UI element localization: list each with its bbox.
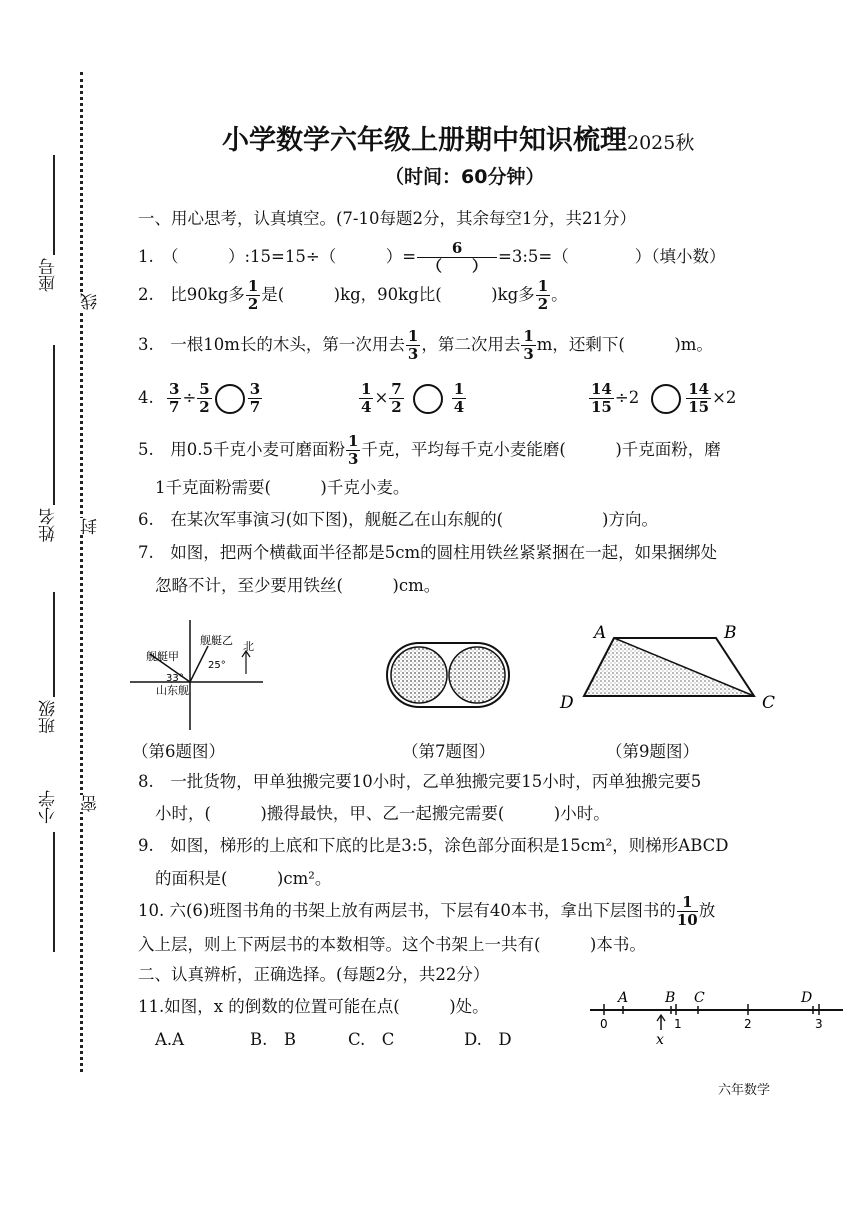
q3-part-b: ，第二次用去 [421,335,521,354]
seat-line [53,155,55,255]
question-7-line-2: 忽略不计，至少要用铁丝( )cm。 [155,576,441,595]
q3-fd: 3 [407,345,419,363]
fig9-vertex-a: A [594,623,607,643]
figure-6-caption: （第6题图） [132,742,225,761]
label-tick-1: 1 [674,1017,682,1031]
compare-circle-1[interactable] [215,384,245,414]
binding-glyph-secret: 密 [78,795,103,812]
q4e1-n3: 3 [249,380,261,398]
fig9-vertex-b: B [724,623,737,643]
label-tick-3: 3 [815,1017,823,1031]
figure-6-direction-diagram [128,618,268,733]
label-point-b: B [665,990,676,1006]
q3-fd2: 3 [523,345,534,363]
q11-option-d[interactable]: D. D [464,1030,512,1049]
label-x: x [656,1032,664,1048]
q5-part-a: 5. 用0.5千克小麦可磨面粉 [138,440,345,459]
q4e2-d3: 4 [453,398,465,416]
q4e2-f2 [389,382,403,415]
q5-fd: 3 [347,450,359,468]
q4e3-end: ×2 [712,388,737,407]
time-limit: （时间：60分钟） [385,166,545,188]
label-point-d: D [801,990,813,1006]
q1-part-a: 1. （ ）:15=15÷（ ）= [138,247,417,266]
q1-fraction [417,241,497,274]
q4e1-d2: 2 [199,398,210,416]
q4e2-op: × [374,388,389,407]
q4e2-f3 [452,382,466,415]
fig9-vertex-c: C [762,693,776,713]
section-1-heading: 一、用心思考，认真填空。(7-10每题2分，其余每空1分，共21分） [138,209,636,228]
q2-fd: 2 [247,295,259,313]
q4e2-f1 [359,382,373,415]
name-label: 姓名 [39,508,59,542]
q4e3-mid: ÷2 [614,388,640,407]
fig6-angle-1: 33° [166,673,184,684]
q2-fn: 1 [247,277,259,295]
question-2 [138,273,568,317]
question-5-line-1 [138,428,721,472]
q4e1-f1 [167,382,181,415]
q3-fn2: 1 [523,327,534,345]
compare-circle-2[interactable] [413,384,443,414]
class-label: 班级 [39,700,59,734]
q4e1-f3 [248,382,262,415]
q4e3-f1 [589,382,614,415]
question-4-number: 4. [138,388,154,407]
question-11: 11.如图，x 的倒数的位置可能在点( )处。 [138,997,489,1016]
question-1 [138,236,726,278]
question-6: 6. 在某次军事演习(如下图)，舰艇乙在山东舰的( )方向。 [138,510,658,529]
question-5-line-2: 1千克面粉需要( )千克小麦。 [155,478,410,497]
q2-part-a: 2. 比90kg多 [138,285,245,304]
question-10-line-1 [138,888,715,934]
fig6-label-yi: 舰艇乙 [200,634,233,647]
fig9-vertex-d: D [560,693,574,713]
compare-circle-3[interactable] [651,384,681,414]
figure-9-trapezoid [556,620,786,715]
q4e2-n3: 1 [453,380,465,398]
fig6-label-jia: 舰艇甲 [146,650,179,663]
label-point-c: C [694,990,705,1006]
q11-option-a[interactable]: A.A [155,1030,185,1049]
q4e2-d2: 2 [391,398,402,416]
q1-den: （ ） [427,257,488,275]
question-4-expr-2 [358,375,467,421]
q4e2-n2: 7 [391,380,402,398]
q4e2-n1: 1 [361,380,372,398]
seat-label: 座号 [39,258,59,292]
q2-fd2: 2 [537,295,549,313]
label-point-a: A [618,990,629,1006]
q3-fraction-2 [521,329,535,362]
term-text: 2025秋 [627,132,695,154]
fig6-ray-yi [190,646,208,682]
q4e3-d1: 15 [591,398,612,416]
school-label: 小学 [39,790,59,824]
fig7-circle-right [449,647,505,703]
q5-fraction [346,434,360,467]
q11-number-line [588,988,848,1050]
q5-part-b: 千克，平均每千克小麦能磨( )千克面粉，磨 [361,440,721,459]
q3-fraction [406,329,420,362]
school-line [53,832,55,952]
q11-option-b[interactable]: B. B [250,1030,296,1049]
q3-fn: 1 [407,327,419,345]
q10-fd: 10 [676,911,698,929]
q4e3-d3: 15 [688,398,710,416]
figure-9-caption: （第9题图） [606,742,699,761]
question-7-line-1: 7. 如图，把两个横截面半径都是5cm的圆柱用铁丝紧紧捆在一起，如果捆绑处 [138,543,718,562]
q2-part-c: 。 [551,285,568,304]
q4e3-n1: 14 [591,380,612,398]
fig6-label-north: 北 [243,640,254,653]
q10-part-a: 10. 六(6)班图书角的书架上放有两层书，下层有40本书，拿出下层图书的 [138,901,676,920]
label-tick-2: 2 [744,1017,752,1031]
question-4-expr-3 [588,375,736,421]
q1-num: 6 [417,241,497,258]
label-tick-0: 0 [600,1017,608,1031]
page-title [222,118,694,157]
figure-7-caption: （第7题图） [402,742,495,761]
question-10-line-2: 入上层，则上下两层书的本数相等。这个书架上一共有( )本书。 [138,935,646,954]
q4e1-f2 [197,382,211,415]
fig7-circle-left [391,647,447,703]
q4e1-n1: 3 [169,380,180,398]
class-line [53,592,55,697]
q4e1-d1: 7 [169,398,180,416]
q5-fn: 1 [347,432,359,450]
q10-fn: 1 [677,895,698,912]
binding-dotted-line [80,72,89,1072]
q2-fn2: 1 [537,277,549,295]
question-3 [138,323,713,367]
q4e1-op: ÷ [182,388,197,407]
title-text: 小学数学六年级上册期中知识梳理 [222,125,627,156]
q4e2-d1: 4 [361,398,372,416]
q4e1-d3: 7 [249,398,261,416]
q2-fraction [246,279,260,312]
binding-glyph-seal: 封 [78,518,103,535]
name-line [53,345,55,505]
fig6-label-base: 山东舰 [156,684,189,697]
question-8-line-1: 8. 一批货物，甲单独搬完要10小时，乙单独搬完要15小时，丙单独搬完要5 [138,772,702,791]
question-9-line-1: 9. 如图，梯形的上底和下底的比是3:5，涂色部分面积是15cm²，则梯形ABCD [138,836,729,855]
q4e3-n3: 14 [688,380,710,398]
question-9-line-2: 的面积是( )cm²。 [155,869,332,888]
q2-fraction-2 [536,279,550,312]
fig6-angle-2: 25° [208,660,226,671]
section-2-heading: 二、认真辨析，正确选择。(每题2分，共22分） [138,965,490,984]
q10-fraction [677,895,698,928]
q1-part-b: =3:5=（ ）（填小数） [498,247,726,266]
q3-part-a: 3. 一根10m长的木头，第一次用去 [138,335,405,354]
q11-option-c[interactable]: C. C [348,1030,395,1049]
question-4-expr-1 [166,375,263,421]
q3-part-c: m，还剩下( )m。 [536,335,713,354]
q4e1-n2: 5 [199,380,210,398]
question-8-line-2: 小时，( )搬得最快，甲、乙一起搬完需要( )小时。 [155,804,610,823]
page-footer: 六年数学 [718,1083,771,1098]
q4e3-f3 [686,382,711,415]
q10-part-b: 放 [698,901,716,920]
figure-7-two-circles [386,640,510,710]
binding-glyph-line: 线 [78,293,103,310]
q2-part-b: 是( )kg，90kg比( )kg多 [261,285,535,304]
